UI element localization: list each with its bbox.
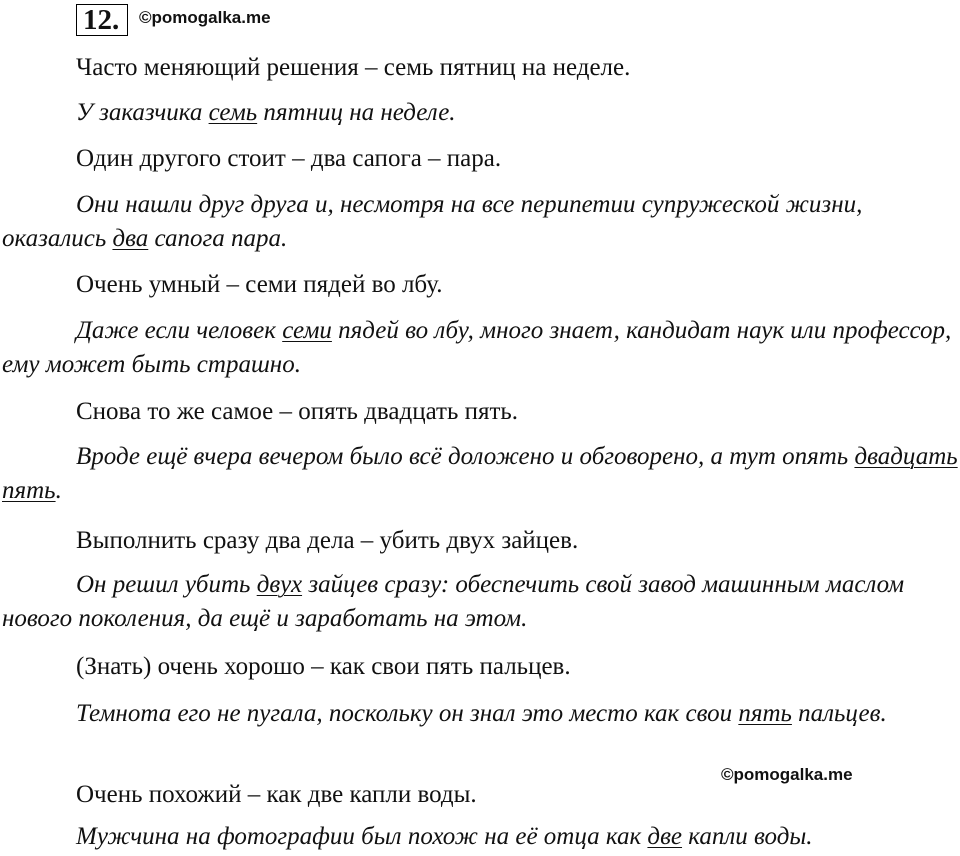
underlined-numeral: два [112,225,149,252]
idiom-definition-7: Очень похожий – как две капли воды. [76,781,477,808]
idiom-example-5 [2,568,958,636]
idiom-example-4 [2,440,958,508]
idiom-definition-6: (Знать) очень хорошо – как свои пять пальцев. [76,653,571,680]
example-text: пядей во лбу, много знает, кандидат наук или профессор, ему может быть страшно. [2,317,952,378]
underlined-numeral: семи [282,317,332,344]
example-text: сапога пара. [148,225,288,252]
watermark-top: ©pomogalka.me [139,8,271,27]
example-text: пятниц на неделе. [257,99,456,126]
idiom-example-6 [2,697,958,731]
idiom-definition-2: Один другого стоит – два сапога – пара. [76,145,502,172]
exercise-number: 12. [76,4,128,36]
example-text: Даже если человек [76,317,283,344]
underlined-numeral: двадцать пять [2,443,958,504]
example-text: пальцев. [791,700,887,727]
example-text: . [55,477,62,504]
underlined-numeral: двух [256,571,303,598]
example-text: Мужчина на фотографии был похож на её отца как [76,823,648,850]
idiom-definition-5: Выполнить сразу два дела – убить двух зайцев. [76,527,579,554]
example-text: Они нашли друг друга и, несмотря на все перипетии супружеской жизни, оказались [2,191,863,252]
underlined-numeral: пять [738,700,792,727]
idiom-definition-1: Часто меняющий решения – семь пятниц на неделе. [76,54,631,81]
example-text: Темнота его не пугала, поскольку он знал это место как свои [76,700,739,727]
idiom-definition-3: Очень умный – семи пядей во лбу. [76,271,443,298]
example-text: капли воды. [682,823,813,850]
idiom-example-7 [2,820,958,854]
idiom-example-1 [2,96,958,130]
underlined-numeral: две [647,823,683,850]
example-text: зайцев сразу: обеспечить свой завод машинным маслом нового поколения, да ещё и заработать на этом. [2,571,905,632]
idiom-definition-4: Снова то же самое – опять двадцать пять. [76,398,519,425]
example-text: Он решил убить [76,571,257,598]
watermark-middle: ©pomogalka.me [721,765,853,784]
underlined-numeral: семь [208,99,258,126]
example-text: У заказчика [76,99,209,126]
idiom-example-3 [2,314,958,382]
idiom-example-2 [2,188,958,256]
example-text: Вроде ещё вчера вечером было всё доложено и обговорено, а тут опять [76,443,855,470]
